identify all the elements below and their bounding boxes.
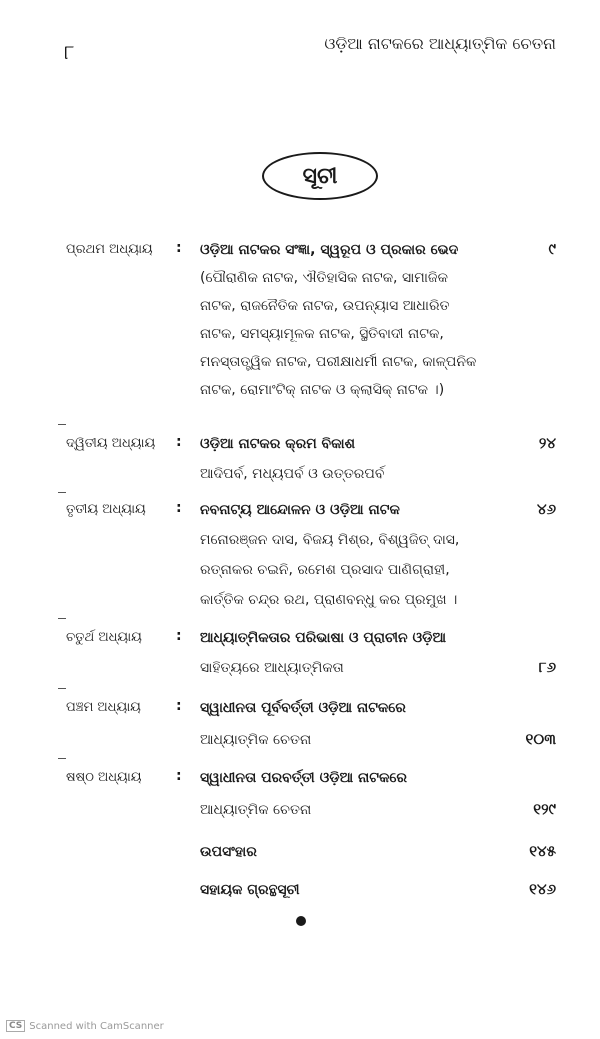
chapter-title: ଓଡ଼ିଆ ନାଟକର କ୍ରମ ବିକାଶ	[200, 436, 356, 452]
running-head: ଓଡ଼ିଆ ନାଟକରେ ଆଧ୍ୟାତ୍ମିକ ଚେତନା	[324, 34, 556, 53]
chapter-title: ସହାୟକ ଗ୍ରନ୍ଥସୂଚୀ	[200, 882, 300, 898]
detail-line: କାର୍ତ୍ତିକ ଚନ୍ଦ୍ର ରଥ, ପ୍ରାଣବନ୍ଧୁ କର ପ୍ରମୁଖ ।	[200, 592, 458, 608]
detail-line: ସାହିତ୍ୟରେ ଆଧ୍ୟାତ୍ମିକତା	[200, 660, 344, 676]
page-ref: ୧୦୩	[525, 730, 556, 748]
page-number: ୮	[64, 40, 75, 64]
page-ref: ୨୪	[538, 434, 556, 452]
detail-line: ରତ୍ନାକର ଚଇନି, ରମେଶ ପ୍ରସାଦ ପାଣିଗ୍ରାହୀ,	[200, 562, 450, 578]
separator-colon: :	[176, 628, 182, 644]
page-ref: ୧୪୫	[529, 842, 556, 860]
detail-line: (ପୌରାଣିକ ନାଟକ, ଐତିହାସିକ ନାଟକ, ସାମାଜିକ	[200, 270, 448, 286]
detail-line: ଆଦିପର୍ବ, ମଧ୍ୟପର୍ବ ଓ ଉତ୍ତରପର୍ବ	[200, 466, 385, 482]
detail-line: ନାଟକ, ସମସ୍ୟାମୂଳକ ନାଟକ, ସ୍ଥିତିବାଦୀ ନାଟକ,	[200, 326, 444, 342]
chapter-label: ଷଷ୍ଠ ଅଧ୍ୟାୟ	[66, 770, 142, 785]
page-ref: ୪୬	[536, 500, 556, 518]
detail-line: ମନୋରଞ୍ଜନ ଦାସ, ବିଜୟ ମିଶ୍ର, ବିଶ୍ୱଜିତ୍ ଦାସ,	[200, 532, 460, 548]
chapter-label: ଦ୍ୱିତୀୟ ଅଧ୍ୟାୟ	[66, 436, 156, 451]
chapter-title: ସ୍ୱାଧୀନତା ପୂର୍ବବର୍ତ୍ତୀ ଓଡ଼ିଆ ନାଟକରେ	[200, 700, 406, 716]
detail-line: ମନସ୍ତାତ୍ତ୍ୱିକ ନାଟକ, ପରୀକ୍ଷାଧର୍ମୀ ନାଟକ, କାଳ୍ପନିକ	[200, 354, 477, 370]
scanner-footer	[6, 1020, 164, 1032]
entry-tick	[58, 424, 66, 425]
chapter-title: ନବନାଟ୍ୟ ଆନ୍ଦୋଳନ ଓ ଓଡ଼ିଆ ନାଟକ	[200, 502, 400, 518]
separator-colon: :	[176, 698, 182, 714]
chapter-label: ପଞ୍ଚମ ଅଧ୍ୟାୟ	[66, 700, 141, 715]
detail-line: ଆଧ୍ୟାତ୍ମିକ ଚେତନା	[200, 732, 312, 748]
entry-tick	[58, 688, 66, 689]
entry-tick	[58, 492, 66, 493]
separator-colon: :	[176, 240, 182, 256]
toc-title	[262, 152, 378, 200]
camscanner-logo-icon: CS	[6, 1020, 25, 1032]
chapter-label: ଚତୁର୍ଥ ଅଧ୍ୟାୟ	[66, 630, 142, 645]
chapter-label: ତୃତୀୟ ଅଧ୍ୟାୟ	[66, 502, 146, 517]
chapter-label: ପ୍ରଥମ ଅଧ୍ୟାୟ	[66, 242, 153, 257]
separator-colon: :	[176, 500, 182, 516]
scanner-footer-text: Scanned with CamScanner	[29, 1020, 164, 1032]
chapter-title: ଓଡ଼ିଆ ନାଟକର ସଂଜ୍ଞା, ସ୍ୱରୂପ ଓ ପ୍ରକାର ଭେଦ	[200, 242, 459, 258]
chapter-title: ସ୍ୱାଧୀନତା ପରବର୍ତ୍ତୀ ଓଡ଼ିଆ ନାଟକରେ	[200, 770, 407, 786]
toc-title-text: ସୂଚୀ	[302, 163, 338, 189]
chapter-title: ଉପସଂହାର	[200, 844, 257, 860]
separator-colon: :	[176, 434, 182, 450]
detail-line: ନାଟକ, ରୋମାଂଟିକ୍ ନାଟକ ଓ କ୍ଲାସିକ୍ ନାଟକ ।)	[200, 382, 445, 398]
separator-colon: :	[176, 768, 182, 784]
page-ref: ୧୨୯	[533, 800, 556, 818]
detail-line: ଆଧ୍ୟାତ୍ମିକ ଚେତନା	[200, 802, 312, 818]
entry-tick	[58, 758, 66, 759]
entry-tick	[58, 618, 66, 619]
detail-line: ନାଟକ, ରାଜନୈତିକ ନାଟକ, ଉପନ୍ୟାସ ଆଧାରିତ	[200, 298, 450, 314]
end-bullet	[296, 916, 306, 926]
page-ref: ୯	[548, 240, 556, 258]
page-ref: ୮୬	[538, 658, 556, 676]
page-ref: ୧୪୬	[529, 880, 556, 898]
chapter-title: ଆଧ୍ୟାତ୍ମିକତାର ପରିଭାଷା ଓ ପ୍ରାଚୀନ ଓଡ଼ିଆ	[200, 630, 447, 646]
